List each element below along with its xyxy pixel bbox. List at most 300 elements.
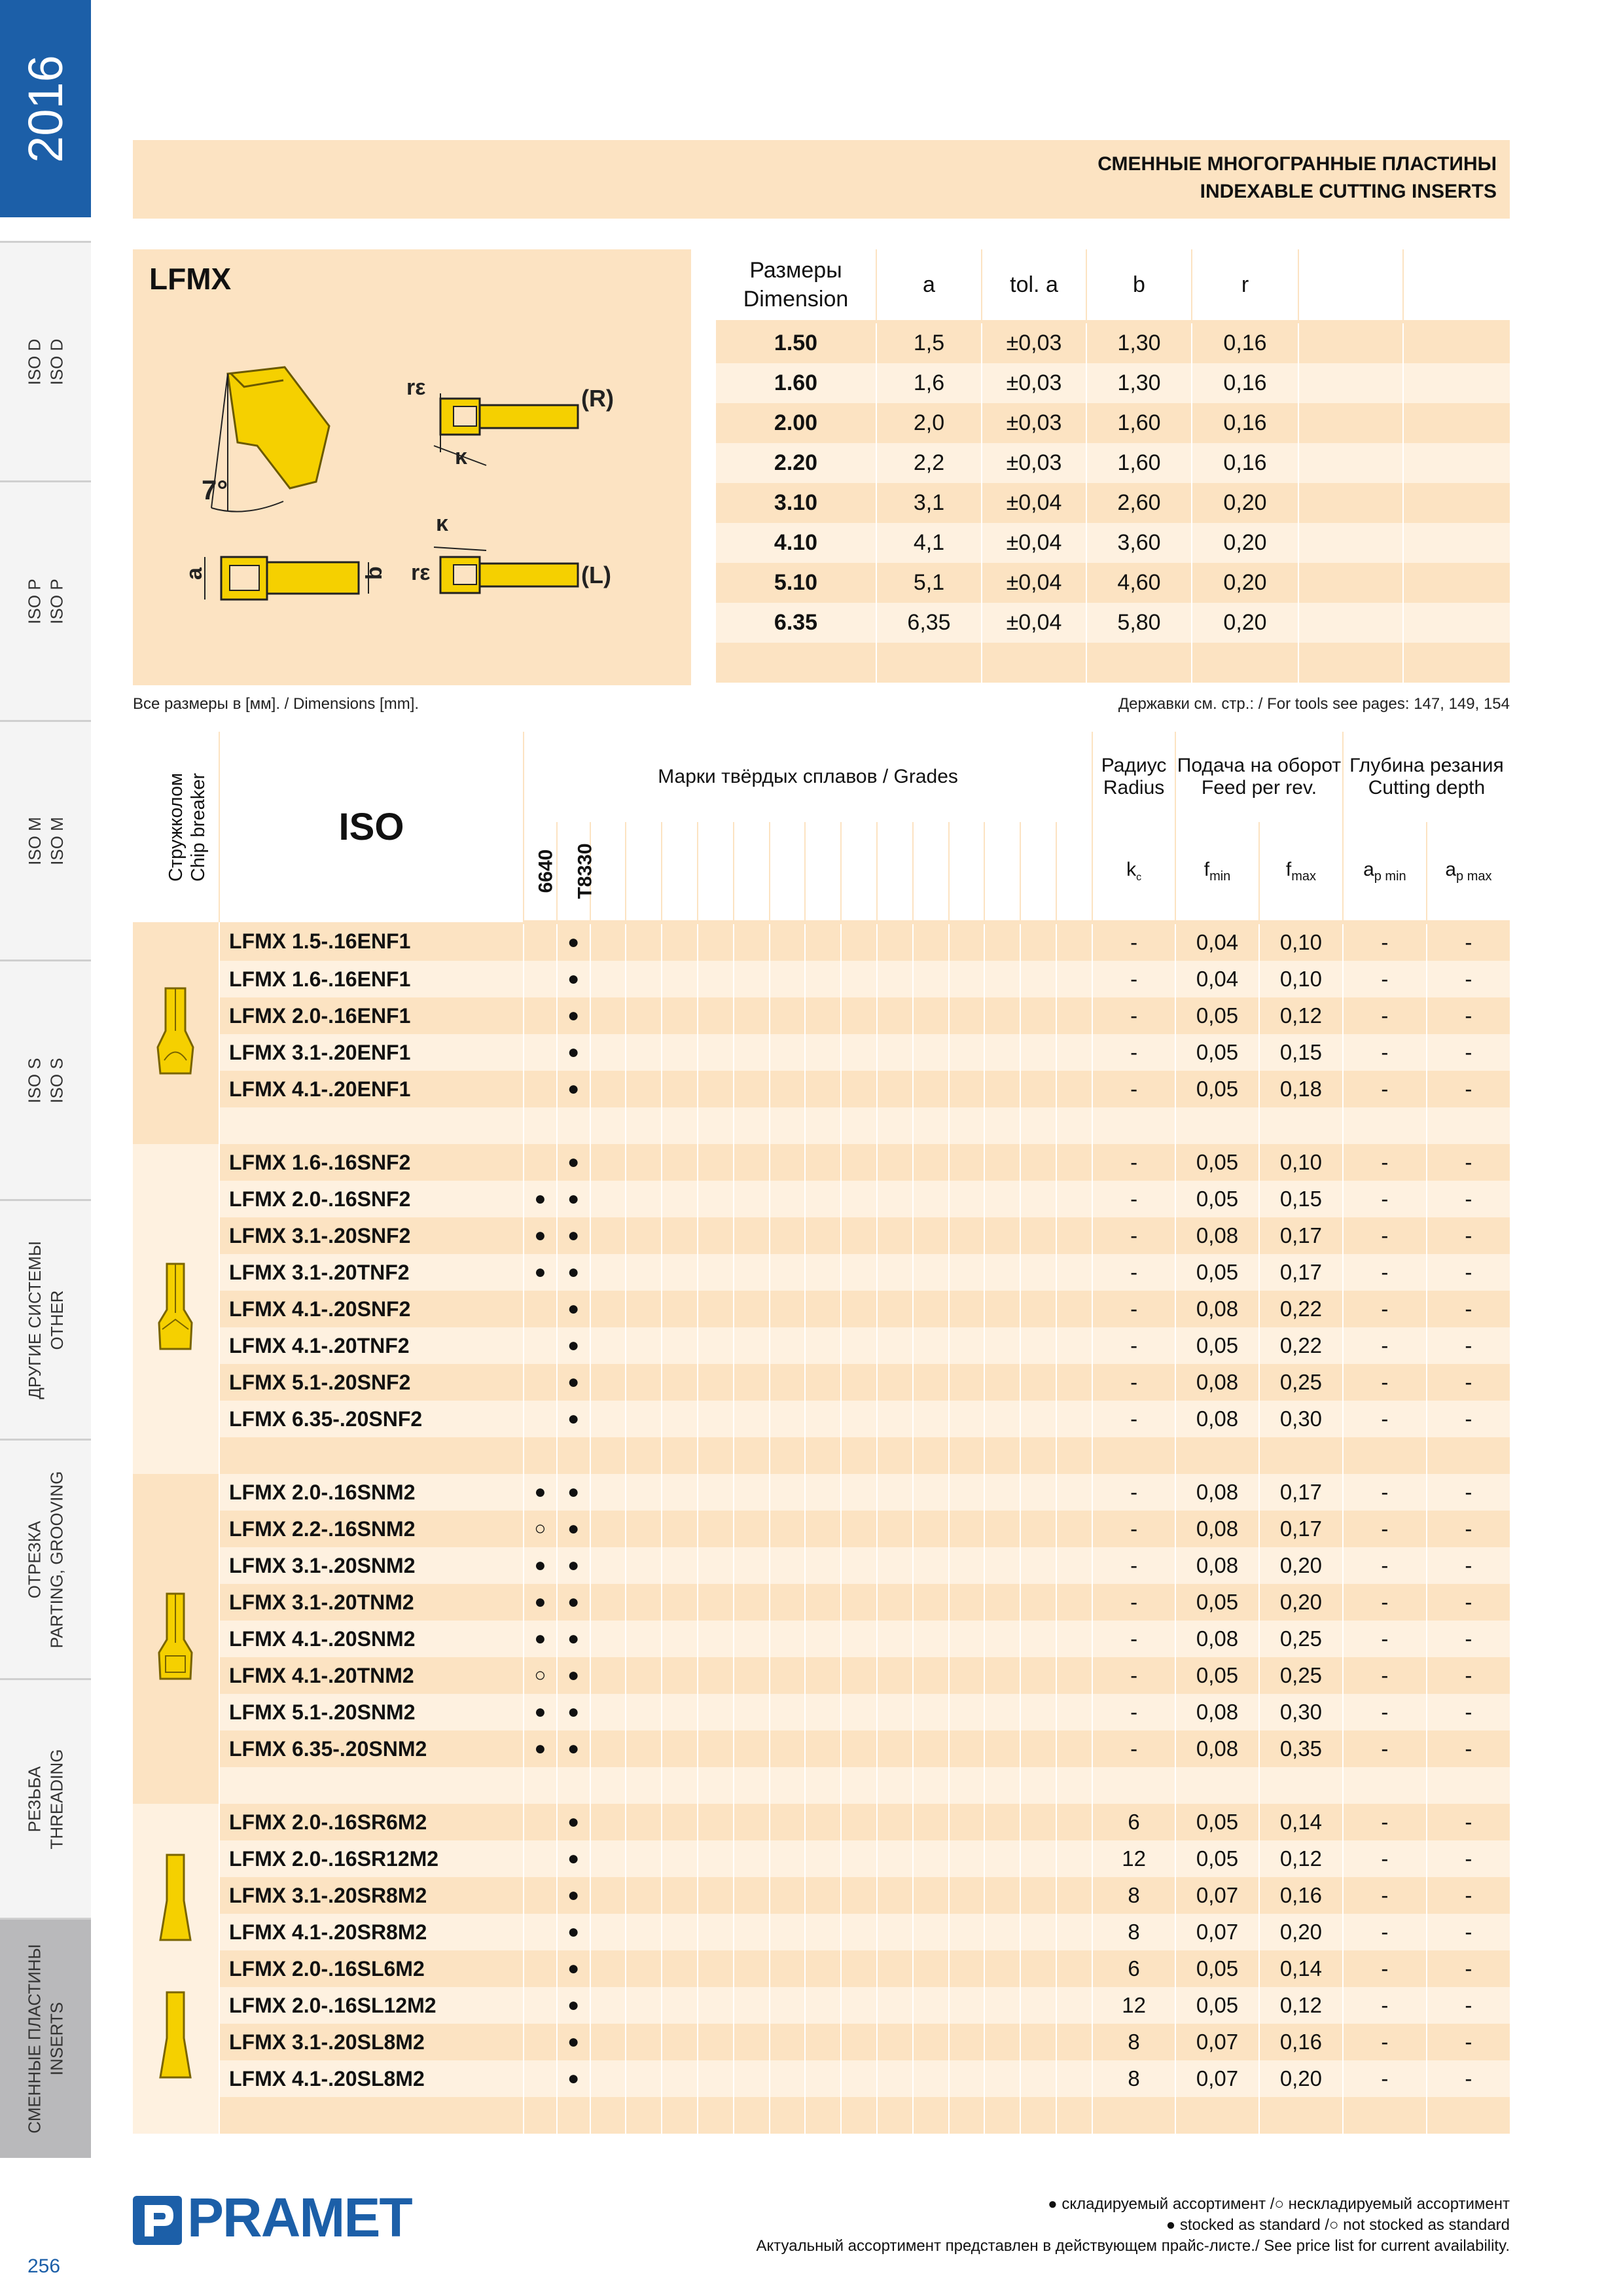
empty-cell — [590, 1327, 626, 1364]
cutting-data-cell: 0,07 — [1175, 2060, 1259, 2097]
cutting-data-cell: 0,10 — [1259, 1144, 1343, 1181]
empty-cell — [734, 1401, 770, 1437]
dimension-value-cell: 0,16 — [1192, 443, 1298, 483]
empty-cell — [1020, 1034, 1056, 1071]
empty-cell — [734, 2060, 770, 2097]
cutting-data-cell: - — [1092, 1731, 1175, 1767]
cutting-data-cell: - — [1427, 997, 1510, 1034]
empty-cell — [770, 997, 806, 1034]
empty-cell — [662, 1584, 698, 1621]
cutting-data-cell: - — [1092, 1071, 1175, 1107]
dimension-empty-cell — [716, 643, 876, 683]
iso-header: ISO — [219, 732, 524, 922]
grade-row — [133, 1840, 1510, 1877]
cutting-data-cell: - — [1092, 1291, 1175, 1327]
grade-availability-mark — [524, 997, 557, 1034]
dimension-empty-cell — [1298, 443, 1403, 483]
empty-cell — [805, 1437, 841, 1474]
insert-designation: LFMX 1.6-.16ENF1 — [219, 961, 524, 997]
cutting-data-cell: 0,05 — [1175, 1181, 1259, 1217]
empty-cell — [770, 1254, 806, 1291]
cutting-data-cell: 0,20 — [1259, 1914, 1343, 1950]
empty-cell — [949, 1401, 985, 1437]
empty-cell — [734, 1657, 770, 1694]
empty-cell — [219, 1437, 524, 1474]
dimension-value-cell: 0,20 — [1192, 563, 1298, 603]
cutting-data-cell: 0,22 — [1259, 1291, 1343, 1327]
empty-cell — [805, 922, 841, 961]
empty-cell — [1056, 1107, 1092, 1144]
cutting-data-cell: - — [1092, 1694, 1175, 1731]
empty-cell — [626, 1877, 662, 1914]
cutting-data-cell: - — [1427, 1877, 1510, 1914]
empty-cell — [984, 1034, 1020, 1071]
year-label: 2016 — [18, 54, 73, 163]
empty-cell — [662, 1621, 698, 1657]
grade-availability-mark: ● — [557, 1840, 590, 1877]
empty-cell — [805, 1401, 841, 1437]
cutting-data-cell: - — [1427, 1621, 1510, 1657]
dimensions-row — [716, 483, 1510, 523]
cutting-data-cell: - — [1427, 1474, 1510, 1511]
empty-cell — [626, 1437, 662, 1474]
empty-cell — [841, 1731, 877, 1767]
empty-cell — [590, 1694, 626, 1731]
insert-designation: LFMX 3.1-.20SR8M2 — [219, 1877, 524, 1914]
empty-cell — [662, 1657, 698, 1694]
empty-cell — [590, 1511, 626, 1547]
dimension-empty-cell — [1192, 643, 1298, 683]
empty-cell — [841, 1107, 877, 1144]
cutting-data-cell: 0,05 — [1175, 1327, 1259, 1364]
cutting-data-cell: 0,05 — [1175, 1034, 1259, 1071]
empty-cell — [590, 1401, 626, 1437]
dim-header-r: r — [1192, 249, 1298, 322]
side-tab-iso-s[interactable] — [0, 960, 91, 1200]
empty-cell — [984, 2024, 1020, 2060]
empty-cell — [698, 1181, 734, 1217]
cutting-data-cell: - — [1343, 1401, 1427, 1437]
empty-cell — [1092, 2097, 1175, 2134]
grade-row — [133, 1291, 1510, 1327]
empty-cell — [626, 1694, 662, 1731]
dimension-empty-cell — [1403, 563, 1510, 603]
dimension-empty-cell — [1298, 523, 1403, 563]
empty-cell — [1020, 1327, 1056, 1364]
empty-cell — [949, 1547, 985, 1584]
empty-cell — [949, 1731, 985, 1767]
cutting-data-cell: - — [1343, 1181, 1427, 1217]
empty-cell — [984, 961, 1020, 997]
empty-cell — [984, 1144, 1020, 1181]
empty-cell — [770, 2060, 806, 2097]
cutting-data-cell: - — [1427, 1291, 1510, 1327]
dimension-value-cell: 1,60 — [1086, 443, 1192, 483]
side-tab-iso-d[interactable] — [0, 241, 91, 481]
cutting-data-cell: 0,05 — [1175, 1840, 1259, 1877]
grade-row — [133, 1511, 1510, 1547]
empty-cell — [841, 997, 877, 1034]
cutting-data-cell: 0,16 — [1259, 1877, 1343, 1914]
side-tab-label: ISO M — [46, 817, 67, 865]
empty-cell — [1020, 1511, 1056, 1547]
top-view-left — [434, 547, 578, 593]
cutting-data-cell: 0,08 — [1175, 1364, 1259, 1401]
cutting-data-cell: - — [1343, 1217, 1427, 1254]
header-title-ru: СМЕННЫЕ МНОГОГРАННЫЕ ПЛАСТИНЫ — [1097, 153, 1497, 175]
empty-cell — [913, 922, 949, 961]
cutting-data-cell: - — [1092, 1657, 1175, 1694]
empty-cell — [913, 1767, 949, 1804]
kappa-label: κ — [455, 444, 467, 469]
empty-cell — [984, 1767, 1020, 1804]
cutting-data-cell: - — [1343, 1657, 1427, 1694]
price-note: Актуальный ассортимент представлен в действующем прайс-листе./ See price list for current availability. — [756, 2237, 1510, 2255]
empty-cell — [949, 1840, 985, 1877]
empty-cell — [662, 1511, 698, 1547]
empty-cell — [1056, 922, 1092, 961]
empty-cell — [1020, 1547, 1056, 1584]
empty-cell — [626, 1291, 662, 1327]
empty-cell — [805, 1181, 841, 1217]
empty-cell — [877, 1034, 913, 1071]
empty-cell — [1020, 1804, 1056, 1840]
fmax-subheader: $f_{max}$ — [1259, 822, 1343, 922]
side-tab-other[interactable] — [0, 1199, 91, 1439]
dimension-empty-cell — [1298, 322, 1403, 364]
empty-cell — [1020, 997, 1056, 1034]
empty-cell — [1056, 1181, 1092, 1217]
cutting-data-cell: - — [1427, 1804, 1510, 1840]
dimension-value-cell: 2,2 — [876, 443, 982, 483]
insert-designation: LFMX 4.1-.20ENF1 — [219, 1071, 524, 1107]
grade-availability-mark: ● — [524, 1731, 557, 1767]
empty-cell — [984, 1511, 1020, 1547]
cutting-data-cell: 0,12 — [1259, 997, 1343, 1034]
empty-cell — [877, 1914, 913, 1950]
empty-cell — [841, 1914, 877, 1950]
cutting-data-cell: 0,08 — [1175, 1291, 1259, 1327]
dimension-value-cell: 0,16 — [1192, 403, 1298, 443]
empty-cell — [1056, 1621, 1092, 1657]
empty-cell — [913, 2024, 949, 2060]
grade-availability-mark: ● — [524, 1254, 557, 1291]
cutting-data-cell: - — [1092, 922, 1175, 961]
front-view — [205, 557, 368, 600]
dimension-empty-cell — [982, 643, 1086, 683]
empty-cell — [805, 1217, 841, 1254]
tool-pages-note: Державки см. стр.: / For tools see pages: 147, 149, 154 — [1118, 695, 1510, 713]
empty-cell — [913, 1291, 949, 1327]
cutting-data-cell: 0,07 — [1175, 1877, 1259, 1914]
side-tab-threading[interactable] — [0, 1678, 91, 1918]
empty-cell — [805, 1144, 841, 1181]
grade-availability-mark: ○ — [524, 1511, 557, 1547]
empty-cell — [734, 1327, 770, 1364]
grades-section — [133, 732, 1510, 2134]
grade-empty-header — [626, 822, 662, 922]
empty-cell — [734, 1474, 770, 1511]
grade-row — [133, 1144, 1510, 1181]
empty-cell — [841, 1584, 877, 1621]
grade-availability-mark: ● — [557, 1364, 590, 1401]
grade-availability-mark — [524, 1327, 557, 1364]
dimension-empty-cell — [876, 643, 982, 683]
dimension-empty-cell — [1298, 363, 1403, 403]
empty-cell — [805, 1657, 841, 1694]
empty-cell — [877, 1474, 913, 1511]
empty-cell — [913, 1511, 949, 1547]
side-tab-label: ОТРЕЗКА — [24, 1520, 45, 1599]
cutting-data-cell: - — [1092, 1144, 1175, 1181]
cutting-data-cell: 0,17 — [1259, 1511, 1343, 1547]
dimensions-row — [716, 403, 1510, 443]
empty-cell — [662, 1731, 698, 1767]
side-tab-label: ДРУГИЕ СИСТЕМЫ — [24, 1241, 45, 1399]
empty-cell — [1020, 1107, 1056, 1144]
empty-cell — [1427, 1107, 1510, 1144]
empty-cell — [913, 1437, 949, 1474]
dim-header-empty — [1403, 249, 1510, 322]
empty-cell — [877, 1767, 913, 1804]
empty-cell — [1056, 1437, 1092, 1474]
cutting-data-cell: - — [1343, 1584, 1427, 1621]
dimension-code-cell: 2.20 — [716, 443, 876, 483]
brand-logo-text: PRAMET — [187, 2187, 412, 2248]
side-tab-label: ISO M — [24, 817, 45, 865]
empty-cell — [770, 1657, 806, 1694]
empty-cell — [734, 1877, 770, 1914]
empty-cell — [770, 1217, 806, 1254]
empty-cell — [913, 1254, 949, 1291]
grade-row — [133, 1181, 1510, 1217]
empty-cell — [1056, 1840, 1092, 1877]
empty-cell — [841, 1547, 877, 1584]
side-tab-iso-m[interactable] — [0, 720, 91, 960]
empty-cell — [698, 1547, 734, 1584]
empty-cell — [949, 1217, 985, 1254]
empty-cell — [877, 1291, 913, 1327]
grade-row — [133, 2060, 1510, 2097]
empty-cell — [662, 2024, 698, 2060]
empty-cell — [626, 1254, 662, 1291]
empty-cell — [590, 1107, 626, 1144]
grade-availability-mark: ● — [557, 1804, 590, 1840]
cutting-data-cell: 8 — [1092, 2024, 1175, 2060]
empty-cell — [1020, 1584, 1056, 1621]
empty-cell — [1020, 1621, 1056, 1657]
empty-cell — [984, 1840, 1020, 1877]
empty-cell — [557, 1767, 590, 1804]
cutting-data-cell: 0,17 — [1259, 1254, 1343, 1291]
dimension-value-cell: 2,60 — [1086, 483, 1192, 523]
cutting-data-cell: - — [1343, 1840, 1427, 1877]
angle-label: 7° — [202, 475, 228, 505]
empty-cell — [626, 1144, 662, 1181]
empty-cell — [841, 1767, 877, 1804]
empty-cell — [626, 1364, 662, 1401]
empty-cell — [662, 1767, 698, 1804]
empty-cell — [770, 1804, 806, 1840]
empty-cell — [877, 1511, 913, 1547]
grade-availability-mark: ● — [557, 1034, 590, 1071]
grade-availability-mark: ● — [524, 1181, 557, 1217]
empty-cell — [734, 1144, 770, 1181]
cutting-data-cell: - — [1092, 1474, 1175, 1511]
cutting-data-cell: 12 — [1092, 1987, 1175, 2024]
grades-body — [133, 922, 1510, 2134]
empty-cell — [770, 1584, 806, 1621]
empty-cell — [841, 1401, 877, 1437]
insert-designation: LFMX 5.1-.20SNM2 — [219, 1694, 524, 1731]
empty-cell — [841, 1181, 877, 1217]
insert-designation: LFMX 3.1-.20TNF2 — [219, 1254, 524, 1291]
empty-cell — [626, 1767, 662, 1804]
empty-cell — [949, 1034, 985, 1071]
grade-availability-mark — [524, 1804, 557, 1840]
empty-cell — [1175, 2097, 1259, 2134]
empty-cell — [698, 1914, 734, 1950]
empty-cell — [1427, 1437, 1510, 1474]
cutting-data-cell: - — [1092, 1584, 1175, 1621]
grade-availability-mark — [524, 1914, 557, 1950]
empty-cell — [734, 1584, 770, 1621]
cutting-data-cell: - — [1092, 1254, 1175, 1291]
grade-availability-mark: ● — [557, 1071, 590, 1107]
grade-availability-mark: ● — [557, 1950, 590, 1987]
dimension-empty-cell — [1403, 443, 1510, 483]
empty-cell — [698, 1107, 734, 1144]
empty-cell — [590, 961, 626, 997]
empty-cell — [698, 1950, 734, 1987]
cutting-data-cell: - — [1092, 1327, 1175, 1364]
empty-cell — [877, 2024, 913, 2060]
cutting-data-cell: 0,05 — [1175, 1950, 1259, 1987]
cutting-data-cell: - — [1343, 1034, 1427, 1071]
side-tab-iso-p[interactable] — [0, 480, 91, 721]
empty-cell — [662, 961, 698, 997]
empty-cell — [626, 2060, 662, 2097]
empty-cell — [698, 1437, 734, 1474]
side-tab-label: ISO P — [24, 579, 45, 624]
empty-cell — [984, 1694, 1020, 1731]
empty-cell — [626, 2024, 662, 2060]
dimension-value-cell: ±0,03 — [982, 443, 1086, 483]
empty-cell — [770, 2024, 806, 2060]
grade-empty-header — [1056, 822, 1092, 922]
empty-cell — [734, 1731, 770, 1767]
grade-row — [133, 1767, 1510, 1804]
empty-cell — [590, 1547, 626, 1584]
cutting-data-cell: - — [1343, 1914, 1427, 1950]
empty-cell — [1056, 2024, 1092, 2060]
grade-empty-header — [734, 822, 770, 922]
dimension-empty-cell — [1298, 563, 1403, 603]
dimension-empty-cell — [1086, 643, 1192, 683]
empty-cell — [913, 1877, 949, 1914]
empty-cell — [913, 1071, 949, 1107]
empty-cell — [590, 1034, 626, 1071]
cutting-data-cell: 0,08 — [1175, 1694, 1259, 1731]
empty-cell — [770, 1694, 806, 1731]
grade-availability-mark: ● — [524, 1621, 557, 1657]
empty-cell — [949, 2060, 985, 2097]
dimension-value-cell: 1,30 — [1086, 363, 1192, 403]
side-tab-parting-grooving[interactable] — [0, 1439, 91, 1679]
empty-cell — [1020, 1877, 1056, 1914]
dimension-value-cell: 1,5 — [876, 322, 982, 364]
side-tab-inserts[interactable] — [0, 1918, 91, 2158]
cutting-data-cell: 0,20 — [1259, 1584, 1343, 1621]
empty-cell — [949, 1474, 985, 1511]
empty-cell — [626, 1474, 662, 1511]
empty-cell — [877, 961, 913, 997]
empty-cell — [219, 1107, 524, 1144]
cutting-data-cell: - — [1092, 1217, 1175, 1254]
empty-cell — [877, 1254, 913, 1291]
empty-cell — [698, 1327, 734, 1364]
grade-empty-header — [841, 822, 877, 922]
cutting-data-cell: - — [1343, 1731, 1427, 1767]
empty-cell — [662, 1401, 698, 1437]
grade-availability-mark: ● — [524, 1694, 557, 1731]
dimension-code-cell: 2.00 — [716, 403, 876, 443]
empty-cell — [984, 1217, 1020, 1254]
grade-empty-header — [913, 822, 949, 922]
grade-empty-header — [770, 822, 806, 922]
empty-cell — [913, 1401, 949, 1437]
dimension-value-cell: ±0,04 — [982, 603, 1086, 643]
empty-cell — [877, 2060, 913, 2097]
grade-row — [133, 1877, 1510, 1914]
empty-cell — [626, 1401, 662, 1437]
empty-cell — [984, 1327, 1020, 1364]
empty-cell — [524, 2097, 557, 2134]
insert-designation: LFMX 2.0-.16SR12M2 — [219, 1840, 524, 1877]
empty-cell — [877, 1107, 913, 1144]
empty-cell — [877, 1840, 913, 1877]
insert-designation: LFMX 2.0-.16SNF2 — [219, 1181, 524, 1217]
grade-availability-mark — [524, 2024, 557, 2060]
empty-cell — [1092, 1107, 1175, 1144]
empty-cell — [949, 1584, 985, 1621]
cutting-data-cell: - — [1092, 1401, 1175, 1437]
empty-cell — [1020, 1401, 1056, 1437]
empty-cell — [949, 1767, 985, 1804]
empty-cell — [698, 1364, 734, 1401]
grade-row — [133, 1107, 1510, 1144]
cutting-data-cell: 0,07 — [1175, 2024, 1259, 2060]
empty-cell — [626, 1327, 662, 1364]
grade-availability-mark — [524, 1987, 557, 2024]
empty-cell — [590, 1181, 626, 1217]
empty-cell — [590, 1071, 626, 1107]
grade-row — [133, 1071, 1510, 1107]
empty-cell — [1020, 2097, 1056, 2134]
empty-cell — [626, 1840, 662, 1877]
insert-designation: LFMX 1.5-.16ENF1 — [219, 922, 524, 961]
cutting-data-cell: - — [1427, 1657, 1510, 1694]
empty-cell — [841, 961, 877, 997]
grade-availability-mark: ● — [557, 1401, 590, 1437]
empty-cell — [1343, 2097, 1427, 2134]
empty-cell — [841, 1694, 877, 1731]
empty-cell — [1056, 1291, 1092, 1327]
empty-cell — [1056, 1657, 1092, 1694]
empty-cell — [1056, 2097, 1092, 2134]
insert-designation: LFMX 4.1-.20SL8M2 — [219, 2060, 524, 2097]
empty-cell — [913, 1144, 949, 1181]
